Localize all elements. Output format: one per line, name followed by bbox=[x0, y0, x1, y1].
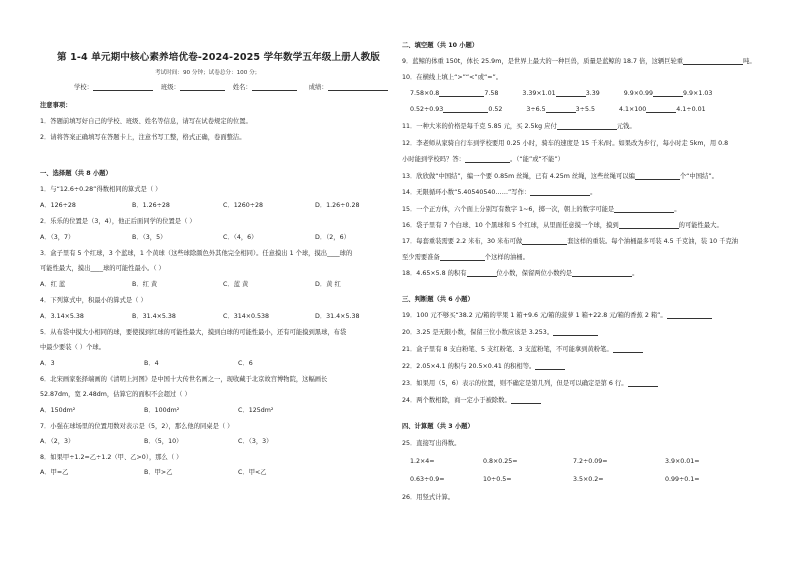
q24-text: 24．两个数相除，商一定小于被除数。 bbox=[402, 397, 511, 404]
q23-text: 23．如果用（5，6）表示的位置，则不确定是第几列，但是可以确定是第 6 行。 bbox=[402, 380, 628, 387]
question-8: 8．如果甲÷1.2=乙÷1.2（甲、乙>0），那么（ ） bbox=[40, 454, 183, 461]
question-22 bbox=[402, 363, 565, 370]
q2-option-b[interactable]: B．（3，5） bbox=[132, 234, 167, 241]
compare-3-right: 9.9×1.03 bbox=[683, 90, 713, 97]
compare-1-blank[interactable] bbox=[439, 90, 484, 97]
q6-option-c[interactable]: C．125dm² bbox=[238, 407, 274, 414]
q4-option-b[interactable]: B．31.4×5.38 bbox=[132, 313, 176, 320]
question-16 bbox=[402, 222, 723, 229]
question-7: 7．小强在球场里的位置用数对表示是（5，2），那么他的同桌是（ ） bbox=[40, 423, 234, 430]
q18-blank-2[interactable] bbox=[572, 270, 632, 277]
q16-blank[interactable] bbox=[619, 222, 679, 229]
class-blank[interactable] bbox=[180, 84, 225, 91]
compare-2-blank[interactable] bbox=[556, 90, 586, 97]
q3-option-b[interactable]: B．红 黄 bbox=[132, 281, 158, 288]
q6-option-b[interactable]: B．100dm² bbox=[144, 407, 180, 414]
q12-text: 小时能到学校吗？答： bbox=[402, 156, 465, 163]
question-17-line2 bbox=[402, 254, 529, 261]
q11-text: 11．一种大米的价格是每千克 5.85 元，买 2.5kg 应付 bbox=[402, 123, 557, 130]
q11-end: 元钱。 bbox=[616, 123, 636, 130]
question-17-line1 bbox=[402, 238, 738, 245]
q19-blank[interactable] bbox=[667, 312, 712, 319]
q4-option-d[interactable]: D．31.4×5.38 bbox=[315, 313, 360, 320]
question-11 bbox=[402, 123, 636, 130]
q13-text: 13．欣欣做“中国结”，编一个要 0.85m 丝绳，已有 4.25m 丝绳，这些丝绳可以编 bbox=[402, 173, 635, 180]
section3-heading: 三、判断题（共 6 小题） bbox=[402, 296, 474, 303]
question-9 bbox=[402, 58, 756, 65]
question-6-line1: 6．北宋画家张择端画的《清明上河图》是中国十大传世名画之一，现收藏于北京故宫博物院，这幅画长 bbox=[40, 376, 328, 383]
compare-5-blank[interactable] bbox=[546, 106, 576, 113]
q8-option-b[interactable]: B．甲>乙 bbox=[144, 469, 173, 476]
page-title: 第 1-4 单元期中核心素养培优卷-2024-2025 学年数学五年级上册人教版 bbox=[57, 52, 380, 63]
q17-end: 个这样的油桶。 bbox=[484, 254, 529, 261]
q18-blank-1[interactable] bbox=[467, 270, 497, 277]
q7-option-b[interactable]: B．（5，10） bbox=[144, 438, 183, 445]
compare-6-right: 4.1÷0.01 bbox=[676, 106, 706, 113]
q23-blank[interactable] bbox=[628, 380, 658, 387]
question-14 bbox=[402, 189, 596, 196]
q9-blank[interactable] bbox=[683, 58, 743, 65]
question-25: 25．直接写出得数。 bbox=[402, 440, 461, 447]
compare-1-left: 7.58×0.8 bbox=[410, 90, 440, 97]
q15-text: 15．一个正方体，六个面上分别写有数字 1~6，掷一次，朝上的数字可能是 bbox=[402, 206, 615, 213]
q7-option-c[interactable]: C．（3，3） bbox=[238, 438, 273, 445]
question-4: 4．下列算式中，积最小的算式是（ ） bbox=[40, 297, 147, 304]
q21-text: 21．盒子里有 8 支白粉笔、5 支红粉笔、3 支蓝粉笔，不可能拿到黄粉笔。 bbox=[402, 346, 613, 353]
q5-option-a[interactable]: A．3 bbox=[40, 360, 55, 367]
q5-option-b[interactable]: B．4 bbox=[144, 360, 159, 367]
q1-option-c[interactable]: C．1260÷28 bbox=[223, 202, 264, 209]
q3-option-d[interactable]: D．黄 红 bbox=[315, 281, 341, 288]
q15-end: 。 bbox=[674, 206, 681, 213]
question-19 bbox=[402, 312, 712, 319]
compare-2-right: 3.39 bbox=[585, 90, 600, 97]
calc-6[interactable]: 10÷0.5= bbox=[483, 476, 512, 483]
compare-4-right: 0.52 bbox=[488, 106, 503, 113]
question-18 bbox=[402, 270, 638, 277]
q17-text: 17．每套重装需要 2.2 米布，30 米布可做 bbox=[402, 238, 523, 245]
q2-option-d[interactable]: D．（2，6） bbox=[315, 234, 350, 241]
q1-option-a[interactable]: A．126÷28 bbox=[40, 202, 76, 209]
school-blank[interactable] bbox=[93, 84, 153, 91]
q22-text: 22．2.05×4.1 的积与 20.5×0.41 的积相等。 bbox=[402, 363, 536, 370]
q3-option-a[interactable]: A．红 蓝 bbox=[40, 281, 66, 288]
q6-option-a[interactable]: A．150dm² bbox=[40, 407, 76, 414]
q18-text: 18．4.65×5.8 的积有 bbox=[402, 270, 467, 277]
question-15 bbox=[402, 206, 681, 213]
q21-blank[interactable] bbox=[613, 346, 643, 353]
q15-blank[interactable] bbox=[614, 206, 674, 213]
note-1: 1．答题前填写好自己的学校、班级、姓名等信息，请写在试卷规定的位置。 bbox=[40, 118, 252, 125]
score-blank[interactable] bbox=[328, 84, 388, 91]
q8-option-a[interactable]: A．甲=乙 bbox=[40, 469, 69, 476]
q17-blank-2[interactable] bbox=[440, 254, 485, 261]
note-2: 2．请将答案正确填写在答题卡上，注意书写工整，格式正确，卷面整洁。 bbox=[40, 134, 246, 141]
name-blank[interactable] bbox=[252, 84, 297, 91]
q18-mid: 位小数，保留两位小数约是 bbox=[496, 270, 573, 277]
question-1: 1．与“12.6÷0.28”得数相同的算式是（ ） bbox=[40, 186, 162, 193]
q16-end: 的可能性最大。 bbox=[678, 222, 723, 229]
q11-blank[interactable] bbox=[557, 123, 617, 130]
calc-7[interactable]: 3.5×0.2= bbox=[573, 476, 604, 483]
q22-blank[interactable] bbox=[535, 363, 565, 370]
question-13 bbox=[402, 173, 718, 180]
question-12-line2 bbox=[402, 156, 564, 163]
compare-5-right: 3÷5.5 bbox=[575, 106, 595, 113]
compare-row-1 bbox=[410, 90, 712, 97]
compare-6-blank[interactable] bbox=[646, 106, 676, 113]
class-label: 班级： bbox=[160, 84, 180, 91]
q1-option-b[interactable]: B．1.26÷28 bbox=[132, 202, 170, 209]
q9-end: 吨。 bbox=[743, 58, 756, 65]
q19-text: 19．100 元不够买“38.2 元/箱的苹果 1 箱+9.6 元/箱的菠萝 1 箱+22.8 元/箱的香蕉 2 箱”。 bbox=[402, 312, 667, 319]
calc-8[interactable]: 0.99÷0.1= bbox=[665, 476, 700, 483]
notes-heading: 注意事项： bbox=[40, 102, 72, 109]
question-10: 10．在横线上填上“>”“<”或“=”。 bbox=[402, 74, 503, 81]
question-3-line1: 3．盒子里有 5 个红球，3 个蓝球，1 个黄球（这些球除颜色外其他完全相同）。任意摸出 1 个球，摸出____球的 bbox=[40, 250, 353, 257]
q13-end: 个“中国结”。 bbox=[679, 173, 718, 180]
q2-option-a[interactable]: A．（3，7） bbox=[40, 234, 75, 241]
q2-option-c[interactable]: C．（4，6） bbox=[223, 234, 258, 241]
compare-4-left: 0.52÷0.93 bbox=[410, 106, 444, 113]
compare-6-left: 4.1×100 bbox=[618, 106, 647, 113]
calc-2[interactable]: 0.8×0.25= bbox=[483, 458, 518, 465]
calc-1[interactable]: 1.2×4= bbox=[410, 458, 435, 465]
score-label: 成绩： bbox=[308, 84, 328, 91]
q4-option-a[interactable]: A．3.14×5.38 bbox=[40, 313, 84, 320]
q5-option-c[interactable]: C．6 bbox=[238, 360, 253, 367]
question-2: 2．乐乐的位置是（3，4），他正后面同学的位置是（ ） bbox=[40, 218, 196, 225]
q4-option-c[interactable]: C．314×0.538 bbox=[223, 313, 270, 320]
question-26: 26．用竖式计算。 bbox=[402, 494, 455, 501]
q8-option-c[interactable]: C．甲<乙 bbox=[238, 469, 267, 476]
question-20 bbox=[402, 329, 598, 336]
question-23 bbox=[402, 380, 658, 387]
compare-3-left: 9.9×0.99 bbox=[623, 90, 654, 97]
section1-heading: 一、选择题（共 8 小题） bbox=[40, 170, 112, 177]
question-24 bbox=[402, 397, 541, 404]
q17-blank-1[interactable] bbox=[522, 238, 567, 245]
q16-text: 16．袋子里有 7 个白球、10 个黑球和 5 个红球，从里面任意摸一个球，摸到 bbox=[402, 222, 619, 229]
q7-option-a[interactable]: A．（2，3） bbox=[40, 438, 75, 445]
q17-mid: 套这样的重装。每个油桶最多可装 4.5 千克油，装 10 千克油 bbox=[567, 238, 739, 245]
q13-blank[interactable] bbox=[635, 173, 680, 180]
q14-end: 。 bbox=[590, 189, 597, 196]
info-fields bbox=[74, 84, 388, 91]
section4-heading: 四、计算题（共 3 小题） bbox=[402, 423, 474, 430]
q12-blank[interactable] bbox=[465, 156, 510, 163]
calc-4[interactable]: 3.9×0.01= bbox=[665, 458, 700, 465]
q3-option-c[interactable]: C．蓝 黄 bbox=[223, 281, 249, 288]
school-label: 学校： bbox=[74, 84, 93, 91]
compare-2-left: 3.39×1.01 bbox=[522, 90, 556, 97]
compare-5-left: 3÷6.5 bbox=[526, 106, 546, 113]
question-3-line2: 可能性最大，摸出____球的可能性最小。（ ） bbox=[40, 265, 165, 272]
q12-end: 。（“能”或“不能”） bbox=[509, 156, 564, 163]
compare-3-blank[interactable] bbox=[653, 90, 683, 97]
q20-text: 20．3.25 是无限小数，保留三位小数应该是 3.253。 bbox=[402, 329, 554, 336]
calc-5[interactable]: 0.63÷0.9= bbox=[410, 476, 445, 483]
calc-3[interactable]: 7.2÷0.09= bbox=[573, 458, 608, 465]
question-5-line1: 5．从布袋中摸大小相同的球，要使摸到红球的可能性最大，摸到白球的可能性最小，还有可能摸到黑球，布袋 bbox=[40, 329, 347, 336]
question-21 bbox=[402, 346, 643, 353]
section2-heading: 二、填空题（共 10 小题） bbox=[402, 42, 479, 49]
compare-4-blank[interactable] bbox=[443, 106, 488, 113]
q9-text: 9．蓝鲸的体重 150t，体长 25.9m，是世界上最大的一种巨兽，质量是蓝鲸的 18.7 倍，这辆巨轮重 bbox=[402, 58, 684, 65]
question-5-line2: 中最少要装（ ）个球。 bbox=[40, 344, 105, 351]
q24-blank[interactable] bbox=[511, 397, 541, 404]
q18-end: 。 bbox=[632, 270, 639, 277]
exam-info: 考试时间：90 分钟；试卷总分：100 分； bbox=[155, 70, 261, 76]
name-label: 姓名： bbox=[232, 84, 252, 91]
compare-row-2 bbox=[410, 106, 706, 113]
question-12-line1: 12．李老师从家骑自行车到学校要用 0.25 小时，骑车的速度是 15 千米/时。如果改为步行，每小时走 5km，用 0.8 bbox=[402, 140, 729, 147]
q1-option-d[interactable]: D．1.26÷0.28 bbox=[315, 202, 360, 209]
q14-text: 14．无限循环小数“5.40540540……”写作： bbox=[402, 189, 531, 196]
question-6-line2: 52.87dm，宽 2.48dm，估算它的面积不会超过（ ） bbox=[40, 391, 191, 398]
q17-text-2: 至少需要准备 bbox=[402, 254, 440, 261]
compare-1-right: 7.58 bbox=[484, 90, 499, 97]
q14-blank[interactable] bbox=[530, 189, 590, 196]
q20-blank[interactable] bbox=[553, 329, 598, 336]
